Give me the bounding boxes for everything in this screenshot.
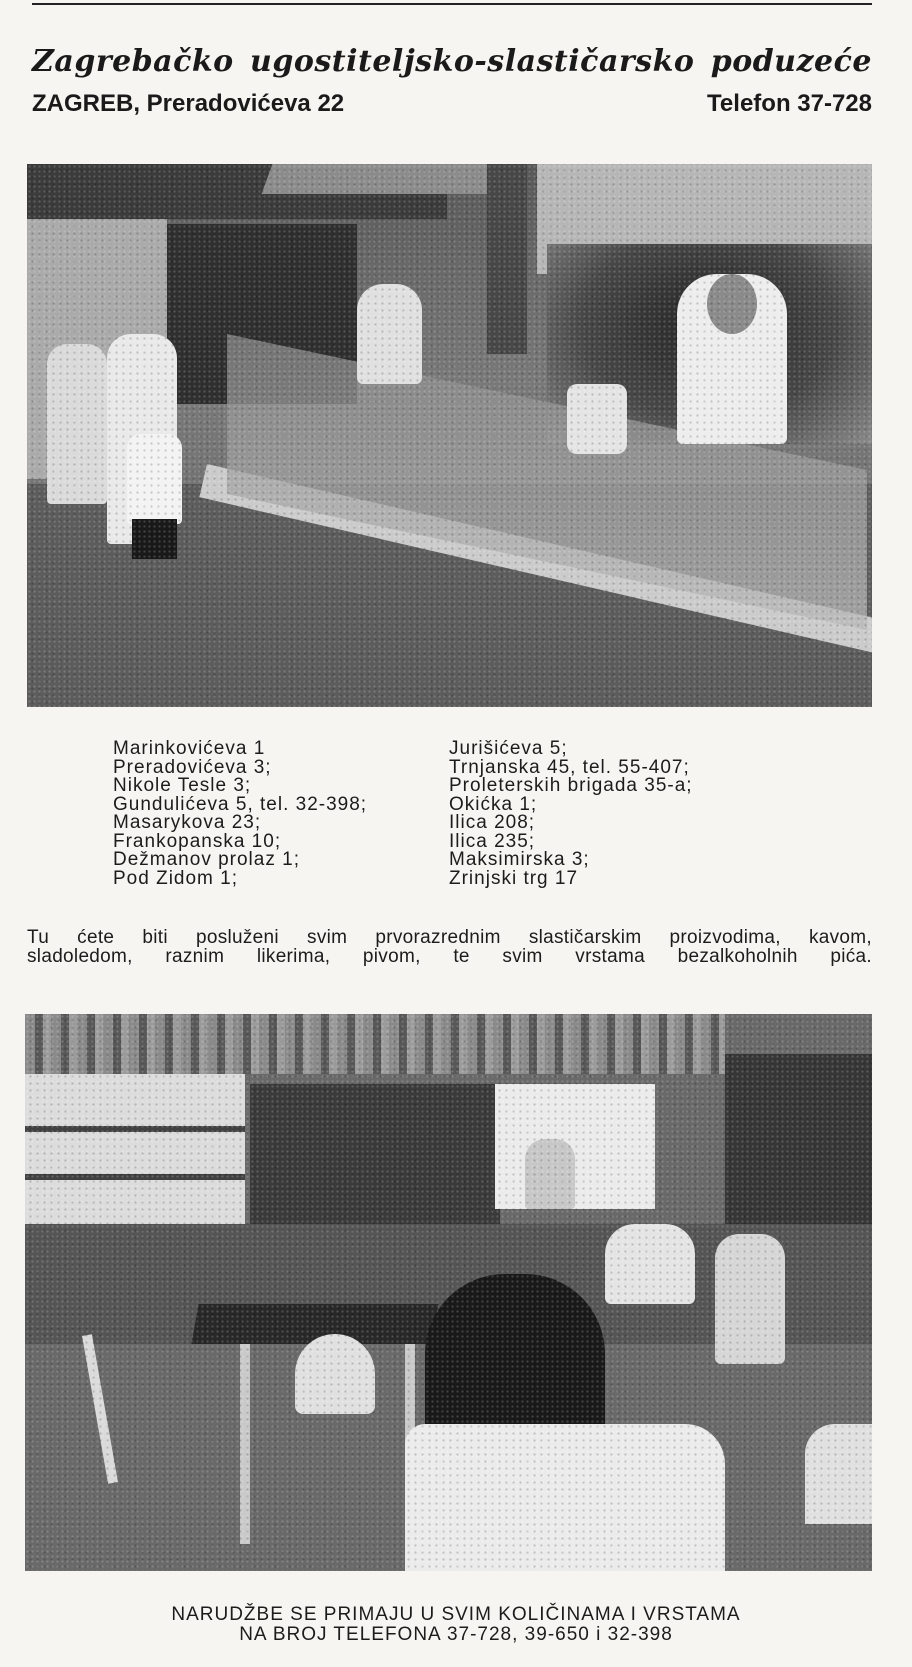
cafe-interior-photo [25, 1014, 872, 1571]
location-item: Zrinjski trg 17 [449, 867, 579, 889]
location-item: Dežmanov prolaz 1; [113, 849, 300, 870]
company-contact [32, 90, 872, 118]
description-line: Tu ćete biti posluženi svim prvorazrednim slastičarskim proizvodima, kavom, [27, 927, 872, 948]
location-item: Pod Zidom 1; [113, 867, 238, 889]
location-item: Marinkovićeva 1 [113, 738, 266, 759]
location-item: Ilica 235; [449, 830, 536, 852]
location-item: Maksimirska 3; [449, 849, 590, 870]
order-info [80, 1605, 832, 1645]
locations-left-column [113, 740, 449, 888]
company-name-word: poduzeće [710, 44, 872, 79]
location-item: Okićka 1; [449, 793, 538, 815]
company-name-word: Zagrebačko [32, 44, 234, 79]
company-address: ZAGREB, Preradovićeva 22 [32, 90, 345, 117]
company-phone: Telefon 37-728 [707, 90, 872, 117]
locations-list [113, 740, 813, 888]
location-item: Frankopanska 10; [113, 830, 282, 852]
location-item: Gundulićeva 5, tel. 32-398; [113, 793, 368, 815]
location-item: Nikole Tesle 3; [113, 775, 252, 796]
location-item: Ilica 208; [449, 812, 536, 833]
description-line: sladoledom, raznim likerima, pivom, te svim vrstama bezalkoholnih pića. [27, 946, 872, 967]
location-item: Preradovićeva 3; [113, 756, 272, 778]
order-info-line: NA BROJ TELEFONA 37-728, 39-650 i 32-398 [239, 1624, 673, 1645]
location-item: Jurišićeva 5; [449, 738, 568, 759]
locations-right-column [449, 740, 785, 888]
location-item: Masarykova 23; [113, 812, 262, 833]
location-item: Proleterskih brigada 35-a; [449, 775, 693, 796]
services-description [27, 928, 872, 966]
company-name-word: ugostiteljsko-slastičarsko [250, 44, 695, 79]
order-info-line: NARUDŽBE SE PRIMAJU U SVIM KOLIČINAMA I VRSTAMA [171, 1604, 741, 1625]
pastry-shop-counter-photo [27, 164, 872, 707]
location-item: Trnjanska 45, tel. 55-407; [449, 756, 690, 778]
company-name [32, 44, 872, 79]
top-rule [32, 3, 872, 5]
